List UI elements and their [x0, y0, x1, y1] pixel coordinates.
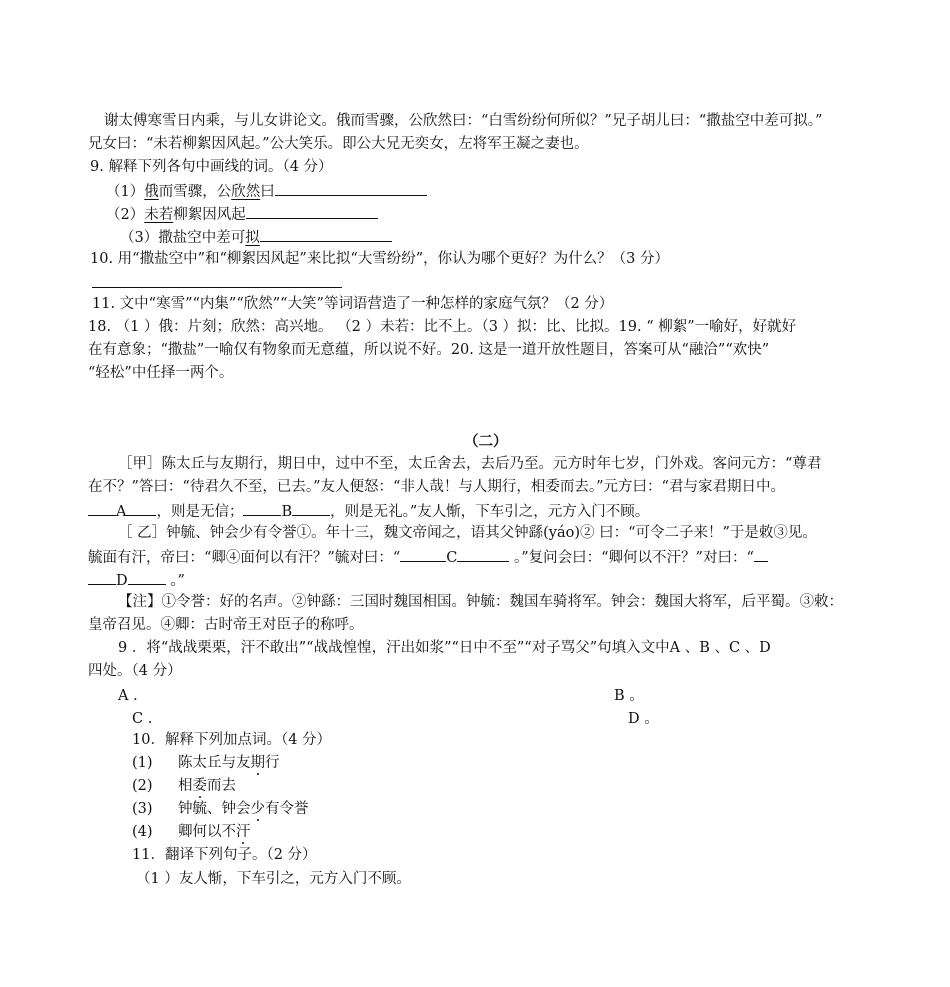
answer-key-line: 在有意象；“撒盐”一喻仅有物象而无意蕴，所以说不好。20. 这是一道开放性题目，答案可从“融洽”“欢快” — [88, 342, 770, 358]
answer-blank[interactable] — [88, 568, 116, 585]
item-number: （1） — [106, 184, 145, 200]
passage-text: 。” — [165, 573, 185, 589]
question-11-prompt: 11. 文中“寒雪”“内集”“欣然”“大笑”等词语营造了一种怎样的家庭气氛？（2 分） — [92, 296, 614, 312]
item-number: (2) — [132, 778, 153, 794]
question-9-item-3 — [120, 225, 392, 250]
answer-blank[interactable] — [400, 545, 446, 562]
passage-yi-line — [88, 545, 768, 570]
item-text: 相 — [178, 778, 193, 794]
dotted-word: 期 — [250, 755, 265, 771]
passage-jia-line: 在不？”答曰：“待君久不至，已去。”友人便怒：“非人哉！与人期行，相委而去。”元方曰：“君与家君期日中。 — [88, 479, 785, 495]
item-text: 而去 — [207, 778, 236, 794]
section-heading: （二） — [464, 433, 508, 450]
underlined-word: 欣然 — [231, 184, 261, 200]
answer-blank[interactable] — [246, 202, 378, 219]
answer-blank[interactable] — [275, 179, 427, 196]
passage-text: ，则是无礼。”友人惭，下车引之，元方入门不顾。 — [330, 504, 650, 520]
item-text: 柳絮因风起 — [173, 207, 246, 223]
option-b: B 。 — [614, 688, 644, 704]
question-9-item-1 — [106, 179, 427, 204]
note-line: 【注】①令誉：好的名声。②钟繇：三国时魏国相国。钟毓：魏国车骑将军。钟会：魏国大将军，后平蜀。③敕： — [118, 594, 843, 610]
question-11-item-1: （1 ）友人惭，下车引之，元方入门不顾。 — [136, 871, 411, 887]
item-number: （2） — [106, 207, 145, 223]
item-text: 陈太丘与友 — [178, 755, 251, 771]
item-text: 有令誉 — [265, 801, 309, 817]
option-a: A . — [118, 688, 138, 704]
passage-text: 。”复问会曰：“卿何以不汗？”对曰：“ — [509, 550, 754, 566]
passage-text: 毓面有汗，帝曰：“卿④面何以有汗？”毓对曰：“ — [88, 550, 401, 566]
option-d: D 。 — [628, 711, 659, 727]
passage-jia-line — [88, 499, 649, 524]
passage-text: ，则是无信； — [156, 504, 244, 520]
dotted-word: 少 — [250, 801, 265, 817]
vocab-item — [132, 821, 251, 844]
question-9-prompt: 四处。（4 分） — [88, 663, 182, 679]
item-text: 而雪骤，公 — [158, 184, 232, 200]
question-9-prompt: 9 ．将“战战栗栗，汗不敢出”“战战惶惶，汗出如浆”“日中不至”“对子骂父”句填入文中A 、B 、C 、D — [118, 640, 771, 656]
item-text: 曰 — [260, 184, 275, 200]
item-number: (4) — [132, 824, 153, 840]
question-11-prompt: 11．翻译下列句子。（2 分） — [132, 847, 317, 863]
answer-blank[interactable] — [457, 545, 509, 562]
underlined-word: 未若 — [144, 207, 174, 223]
question-9-item-2 — [106, 202, 378, 227]
answer-blank[interactable] — [292, 499, 330, 516]
item-number: (3) — [132, 801, 153, 817]
question-9-prompt: 9. 解释下列各句中画线的词。（4 分） — [90, 159, 333, 175]
answer-blank[interactable] — [88, 499, 116, 516]
item-text: 行 — [265, 755, 280, 771]
answer-line[interactable] — [92, 287, 342, 288]
dotted-word: 汗 — [236, 824, 251, 840]
blank-label-b: B — [281, 504, 293, 520]
question-10-prompt: 10. 用“撒盐空中”和“柳絮因风起”来比拟“大雪纷纷”，你认为哪个更好？为什么？（3 分） — [90, 251, 669, 267]
passage-line: 谢太傅寒雪日内乘，与儿女讲论文。俄而雪骤，公欣然曰：“白雪纷纷何所似？”兄子胡儿曰：“撒盐空中差可拟。” — [104, 113, 823, 129]
answer-blank[interactable] — [128, 568, 166, 585]
item-text: （3）撒盐空中差可 — [120, 230, 246, 246]
answer-key-line: 18. （1 ）俄：片刻；欣然：高兴地。 （2 ）未若：比不上。（3 ）拟：比、比拟。19. “ 柳絮”一喻好，好就好 — [88, 319, 797, 335]
item-number: (1) — [132, 755, 153, 771]
vocab-item — [132, 798, 309, 821]
vocab-item — [132, 775, 236, 798]
passage-line: 兄女曰：“未若柳絮因风起。”公大笑乐。即公大兄无奕女，左将军王凝之妻也。 — [88, 136, 589, 152]
blank-label-c: C — [446, 550, 458, 566]
passage-yi-line: ［ 乙］钟毓、钟会少有令誉①。年十三，魏文帝闻之，语其父钟繇(yáo)② 曰：“可令二子来！”于是敕③见。 — [118, 525, 817, 541]
blank-label-d: D — [116, 573, 128, 589]
option-c: C . — [132, 711, 153, 727]
underlined-word: 俄 — [144, 184, 159, 200]
underlined-word: 拟 — [245, 230, 260, 246]
answer-blank[interactable] — [260, 225, 392, 242]
passage-jia-line: ［甲］陈太丘与友期行，期日中，过中不至，太丘舍去，去后乃至。元方时年七岁，门外戏。客问元方：“尊君 — [118, 456, 822, 472]
dotted-word: 委 — [192, 778, 207, 794]
answer-key-line: “轻松”中任择一两个。 — [88, 365, 234, 381]
answer-blank[interactable] — [126, 499, 156, 516]
question-10-prompt: 10．解释下列加点词。（4 分） — [132, 732, 332, 748]
item-text: 钟毓、钟会 — [178, 801, 251, 817]
note-line: 皇帝召见。④卿：古时帝王对臣子的称呼。 — [88, 617, 364, 633]
passage-yi-line — [88, 568, 185, 593]
answer-blank[interactable] — [243, 499, 281, 516]
vocab-item — [132, 752, 280, 775]
item-text: 卿何以不 — [178, 824, 236, 840]
blank-label-a: A — [116, 504, 127, 520]
answer-blank[interactable] — [754, 545, 768, 562]
